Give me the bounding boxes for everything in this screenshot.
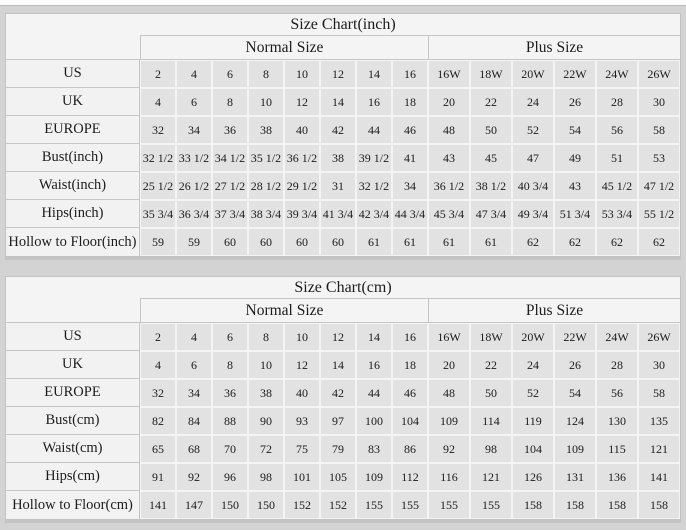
table-row (6, 351, 680, 379)
normal-size-cell: 150 (212, 491, 248, 519)
normal-size-cell: 10 (248, 351, 284, 379)
plus-size-cell: 45 1/2 (596, 172, 638, 200)
normal-size-cell: 14 (320, 351, 356, 379)
row-label: Waist(inch) (6, 172, 140, 200)
normal-size-cell: 16 (356, 88, 392, 116)
normal-size-cell: 4 (140, 88, 176, 116)
normal-size-cell: 28 1/2 (248, 172, 284, 200)
plus-size-cell: 47 (512, 144, 554, 172)
size-chart-inch-table (5, 13, 681, 257)
top-strip (0, 0, 686, 6)
normal-size-cell: 40 (284, 379, 320, 407)
table-row (6, 435, 680, 463)
normal-size-cell: 97 (320, 407, 356, 435)
normal-size-cell: 10 (284, 323, 320, 351)
plus-size-cell: 114 (470, 407, 512, 435)
plus-size-cell: 43 (428, 144, 470, 172)
normal-size-cell: 90 (248, 407, 284, 435)
plus-size-cell: 116 (428, 463, 470, 491)
normal-size-cell: 36 1/2 (284, 144, 320, 172)
normal-size-cell: 8 (212, 351, 248, 379)
plus-size-cell: 119 (512, 407, 554, 435)
row-label: EUROPE (6, 116, 140, 144)
plus-size-cell: 55 1/2 (638, 200, 680, 228)
plus-size-cell: 22W (554, 60, 596, 88)
normal-size-cell: 35 1/2 (248, 144, 284, 172)
plus-size-cell: 26W (638, 323, 680, 351)
plus-size-cell: 47 3/4 (470, 200, 512, 228)
plus-size-cell: 20 (428, 351, 470, 379)
normal-size-cell: 41 3/4 (320, 200, 356, 228)
normal-size-cell: 12 (284, 88, 320, 116)
normal-size-cell: 41 (392, 144, 428, 172)
plus-size-cell: 49 (554, 144, 596, 172)
row-label: Bust(inch) (6, 144, 140, 172)
normal-size-cell: 36 (212, 379, 248, 407)
normal-size-cell: 152 (284, 491, 320, 519)
plus-size-cell: 38 1/2 (470, 172, 512, 200)
normal-size-cell: 84 (176, 407, 212, 435)
row-label: Hips(inch) (6, 200, 140, 228)
normal-size-cell: 104 (392, 407, 428, 435)
row-label: US (6, 60, 140, 88)
plus-size-cell: 18W (470, 323, 512, 351)
normal-size-cell: 59 (140, 228, 176, 256)
normal-size-cell: 6 (212, 323, 248, 351)
normal-size-cell: 27 1/2 (212, 172, 248, 200)
plus-size-cell: 26W (638, 60, 680, 88)
table-body (6, 60, 680, 256)
normal-size-cell: 39 3/4 (284, 200, 320, 228)
normal-size-cell: 34 1/2 (212, 144, 248, 172)
normal-size-cell: 32 1/2 (140, 144, 176, 172)
normal-size-cell: 6 (176, 351, 212, 379)
plus-size-cell: 51 3/4 (554, 200, 596, 228)
normal-size-cell: 36 (212, 116, 248, 144)
normal-size-cell: 10 (248, 88, 284, 116)
row-label: Hollow to Floor(cm) (6, 491, 140, 519)
plus-size-cell: 54 (554, 116, 596, 144)
normal-size-cell: 42 3/4 (356, 200, 392, 228)
normal-size-cell: 4 (140, 351, 176, 379)
plus-size-cell: 61 (470, 228, 512, 256)
plus-size-cell: 50 (470, 379, 512, 407)
plus-size-cell: 45 (470, 144, 512, 172)
plus-size-cell: 131 (554, 463, 596, 491)
normal-size-cell: 31 (320, 172, 356, 200)
row-label: EUROPE (6, 379, 140, 407)
normal-size-cell: 60 (284, 228, 320, 256)
row-label: Hips(cm) (6, 463, 140, 491)
plus-size-cell: 24W (596, 60, 638, 88)
normal-size-cell: 83 (356, 435, 392, 463)
normal-size-cell: 152 (320, 491, 356, 519)
normal-size-cell: 44 (356, 379, 392, 407)
normal-size-cell: 112 (392, 463, 428, 491)
plus-size-cell: 36 1/2 (428, 172, 470, 200)
normal-size-cell: 39 1/2 (356, 144, 392, 172)
group-header-row (6, 298, 680, 323)
plus-size-cell: 155 (428, 491, 470, 519)
plus-size-cell: 56 (596, 116, 638, 144)
plus-size-cell: 48 (428, 379, 470, 407)
row-label: Waist(cm) (6, 435, 140, 463)
table-row (6, 407, 680, 435)
normal-size-cell: 29 1/2 (284, 172, 320, 200)
normal-size-cell: 12 (320, 60, 356, 88)
normal-size-cell: 8 (248, 323, 284, 351)
table-body (6, 323, 680, 519)
plus-size-cell: 22W (554, 323, 596, 351)
normal-size-cell: 4 (176, 60, 212, 88)
normal-size-cell: 155 (356, 491, 392, 519)
plus-size-cell: 58 (638, 116, 680, 144)
normal-size-cell: 61 (392, 228, 428, 256)
plus-size-cell: 98 (470, 435, 512, 463)
plus-size-cell: 121 (470, 463, 512, 491)
plus-size-cell: 136 (596, 463, 638, 491)
plus-size-cell: 52 (512, 379, 554, 407)
plus-size-cell: 104 (512, 435, 554, 463)
plus-size-cell: 115 (596, 435, 638, 463)
normal-size-cell: 65 (140, 435, 176, 463)
plus-size-cell: 135 (638, 407, 680, 435)
plus-size-cell: 54 (554, 379, 596, 407)
normal-size-cell: 155 (392, 491, 428, 519)
plus-size-cell: 22 (470, 88, 512, 116)
plus-size-cell: 62 (638, 228, 680, 256)
normal-size-cell: 14 (356, 60, 392, 88)
plus-size-cell: 26 (554, 88, 596, 116)
plus-size-cell: 109 (554, 435, 596, 463)
plus-size-cell: 56 (596, 379, 638, 407)
table-title: Size Chart(inch) (290, 15, 396, 33)
plus-size-cell: 18W (470, 60, 512, 88)
normal-size-cell: 32 1/2 (356, 172, 392, 200)
normal-size-cell: 60 (212, 228, 248, 256)
plus-size-cell: 158 (512, 491, 554, 519)
normal-size-cell: 68 (176, 435, 212, 463)
size-chart-cm-table (5, 276, 681, 520)
table-row (6, 172, 680, 200)
normal-size-cell: 40 (284, 116, 320, 144)
normal-size-cell: 12 (284, 351, 320, 379)
plus-size-cell: 49 3/4 (512, 200, 554, 228)
normal-size-header: Normal Size (140, 35, 428, 60)
normal-size-cell: 82 (140, 407, 176, 435)
normal-size-cell: 150 (248, 491, 284, 519)
plus-size-cell: 52 (512, 116, 554, 144)
table-title: Size Chart(cm) (294, 278, 392, 296)
normal-size-cell: 34 (176, 379, 212, 407)
normal-size-cell: 38 (320, 144, 356, 172)
corner-cell (6, 298, 140, 323)
normal-size-cell: 26 1/2 (176, 172, 212, 200)
normal-size-cell: 4 (176, 323, 212, 351)
normal-size-cell: 38 (248, 379, 284, 407)
normal-size-cell: 86 (392, 435, 428, 463)
plus-size-cell: 24 (512, 351, 554, 379)
title-row (6, 277, 680, 298)
plus-size-cell: 62 (512, 228, 554, 256)
plus-size-cell: 30 (638, 88, 680, 116)
normal-size-header: Normal Size (140, 298, 428, 323)
group-header-row (6, 35, 680, 60)
normal-size-cell: 42 (320, 379, 356, 407)
row-label: UK (6, 88, 140, 116)
plus-size-cell: 28 (596, 88, 638, 116)
plus-size-cell: 40 3/4 (512, 172, 554, 200)
plus-size-cell: 109 (428, 407, 470, 435)
normal-size-cell: 8 (248, 60, 284, 88)
plus-size-cell: 58 (638, 379, 680, 407)
plus-size-cell: 51 (596, 144, 638, 172)
table-row (6, 144, 680, 172)
table-row (6, 491, 680, 519)
plus-size-cell: 30 (638, 351, 680, 379)
plus-size-cell: 26 (554, 351, 596, 379)
normal-size-cell: 61 (356, 228, 392, 256)
normal-size-cell: 32 (140, 116, 176, 144)
plus-size-cell: 155 (470, 491, 512, 519)
normal-size-cell: 8 (212, 88, 248, 116)
plus-size-cell: 53 3/4 (596, 200, 638, 228)
normal-size-cell: 70 (212, 435, 248, 463)
normal-size-cell: 16 (356, 351, 392, 379)
normal-size-cell: 36 3/4 (176, 200, 212, 228)
table-row (6, 116, 680, 144)
normal-size-cell: 46 (392, 116, 428, 144)
normal-size-cell: 25 1/2 (140, 172, 176, 200)
plus-size-cell: 22 (470, 351, 512, 379)
normal-size-cell: 10 (284, 60, 320, 88)
normal-size-cell: 6 (212, 60, 248, 88)
plus-size-cell: 126 (512, 463, 554, 491)
plus-size-header: Plus Size (428, 35, 680, 60)
normal-size-cell: 37 3/4 (212, 200, 248, 228)
plus-size-cell: 48 (428, 116, 470, 144)
row-label: US (6, 323, 140, 351)
normal-size-cell: 18 (392, 88, 428, 116)
plus-size-cell: 141 (638, 463, 680, 491)
plus-size-cell: 24 (512, 88, 554, 116)
normal-size-cell: 12 (320, 323, 356, 351)
normal-size-cell: 100 (356, 407, 392, 435)
plus-size-cell: 62 (554, 228, 596, 256)
table-row (6, 228, 680, 256)
corner-cell (6, 35, 140, 60)
normal-size-cell: 60 (320, 228, 356, 256)
normal-size-cell: 38 3/4 (248, 200, 284, 228)
normal-size-cell: 46 (392, 379, 428, 407)
plus-size-cell: 20 (428, 88, 470, 116)
normal-size-cell: 38 (248, 116, 284, 144)
normal-size-cell: 60 (248, 228, 284, 256)
plus-size-cell: 47 1/2 (638, 172, 680, 200)
plus-size-cell: 28 (596, 351, 638, 379)
normal-size-cell: 96 (212, 463, 248, 491)
normal-size-cell: 44 3/4 (392, 200, 428, 228)
normal-size-cell: 16 (392, 60, 428, 88)
normal-size-cell: 91 (140, 463, 176, 491)
plus-size-cell: 20W (512, 323, 554, 351)
plus-size-cell: 61 (428, 228, 470, 256)
normal-size-cell: 79 (320, 435, 356, 463)
plus-size-cell: 158 (638, 491, 680, 519)
table-row (6, 379, 680, 407)
normal-size-cell: 34 (392, 172, 428, 200)
plus-size-cell: 121 (638, 435, 680, 463)
normal-size-cell: 16 (392, 323, 428, 351)
plus-size-cell: 43 (554, 172, 596, 200)
normal-size-cell: 6 (176, 88, 212, 116)
normal-size-cell: 42 (320, 116, 356, 144)
row-label: UK (6, 351, 140, 379)
normal-size-cell: 2 (140, 60, 176, 88)
normal-size-cell: 14 (320, 88, 356, 116)
title-row (6, 14, 680, 35)
normal-size-cell: 14 (356, 323, 392, 351)
plus-size-cell: 16W (428, 323, 470, 351)
normal-size-cell: 98 (248, 463, 284, 491)
table-row (6, 200, 680, 228)
plus-size-cell: 158 (554, 491, 596, 519)
row-label: Hollow to Floor(inch) (6, 228, 140, 256)
normal-size-cell: 44 (356, 116, 392, 144)
plus-size-cell: 130 (596, 407, 638, 435)
plus-size-cell: 24W (596, 323, 638, 351)
plus-size-cell: 50 (470, 116, 512, 144)
plus-size-cell: 53 (638, 144, 680, 172)
normal-size-cell: 105 (320, 463, 356, 491)
normal-size-cell: 101 (284, 463, 320, 491)
plus-size-cell: 124 (554, 407, 596, 435)
plus-size-header: Plus Size (428, 298, 680, 323)
normal-size-cell: 34 (176, 116, 212, 144)
normal-size-cell: 2 (140, 323, 176, 351)
normal-size-cell: 109 (356, 463, 392, 491)
normal-size-cell: 32 (140, 379, 176, 407)
plus-size-cell: 20W (512, 60, 554, 88)
normal-size-cell: 59 (176, 228, 212, 256)
row-label: Bust(cm) (6, 407, 140, 435)
normal-size-cell: 72 (248, 435, 284, 463)
plus-size-cell: 45 3/4 (428, 200, 470, 228)
table-row (6, 463, 680, 491)
normal-size-cell: 93 (284, 407, 320, 435)
normal-size-cell: 18 (392, 351, 428, 379)
normal-size-cell: 141 (140, 491, 176, 519)
normal-size-cell: 33 1/2 (176, 144, 212, 172)
normal-size-cell: 147 (176, 491, 212, 519)
normal-size-cell: 75 (284, 435, 320, 463)
normal-size-cell: 35 3/4 (140, 200, 176, 228)
plus-size-cell: 92 (428, 435, 470, 463)
plus-size-cell: 16W (428, 60, 470, 88)
table-row (6, 323, 680, 351)
plus-size-cell: 62 (596, 228, 638, 256)
normal-size-cell: 92 (176, 463, 212, 491)
table-row (6, 88, 680, 116)
normal-size-cell: 88 (212, 407, 248, 435)
plus-size-cell: 158 (596, 491, 638, 519)
table-row (6, 60, 680, 88)
